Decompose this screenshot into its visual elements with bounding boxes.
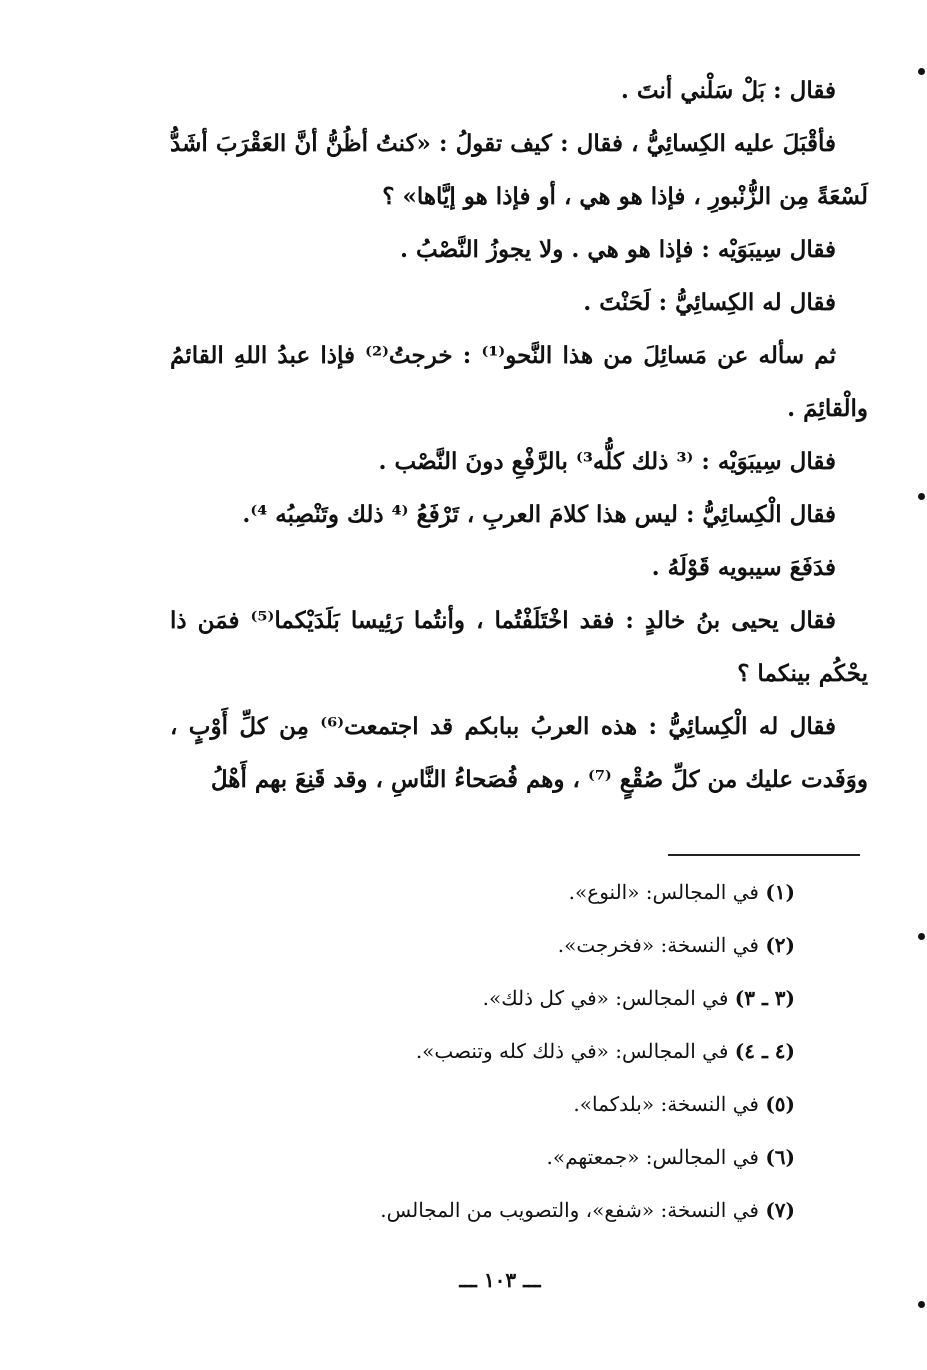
footnote-item — [300, 1184, 795, 1237]
page-number: ـــ ١٠٣ ـــ — [459, 1268, 541, 1292]
footnote-item — [300, 1131, 795, 1184]
footnote-number: (٥) — [765, 1092, 795, 1116]
footnote-text: في المجالس: «في ذلك كله وتنصب». — [415, 1039, 729, 1063]
footnote-divider — [668, 854, 860, 856]
footnotes-list — [300, 866, 795, 1237]
paragraph: فأقْبَلَ عليه الكِسائِيُّ ، فقال : كيف تقولُ : «كنتُ أظُنُّ أنَّ العَقْرَبَ أشَدُّ لَسْعَةً مِن الزُّنْبورِ ، فإذا هو هي ، أو فإذا هو إيَّاها» ؟ — [170, 130, 868, 210]
footnote-text: في المجالس: «في كل ذلك». — [482, 986, 729, 1010]
paragraph: فقال له الكِسائِيُّ : لَحَنْتَ . — [583, 289, 836, 316]
footnote-item — [300, 866, 795, 919]
footnote-number: (٧) — [765, 1198, 795, 1222]
paragraph: فقال يحيى بنُ خالدٍ : فقد اخْتَلَفْتُما ، وأنتُما رَئِيسا بَلَدَيْكما⁽⁵⁾ فمَن ذا يحْكُم بينكما ؟ — [170, 607, 868, 687]
footnote-item — [300, 1025, 795, 1078]
footnote-number: (٣ ـ ٣) — [734, 986, 795, 1010]
scan-edge-mark — [918, 493, 925, 500]
footnote-number: (١) — [765, 880, 795, 904]
footnote-text: في المجالس: «النوع». — [568, 880, 759, 904]
scan-edge-mark — [918, 933, 925, 940]
paragraph: فدَفَعَ سيبويه قَوْلَهُ . — [651, 554, 836, 581]
footnote-text: في النسخة: «فخرجت». — [557, 933, 759, 957]
footnote-text: في النسخة: «بلدكما». — [573, 1092, 759, 1116]
footnote-item — [300, 972, 795, 1025]
footnote-text: في النسخة: «شفع»، والتصويب من المجالس. — [380, 1198, 759, 1222]
paragraph: فقال سِيبَوَيْه : ⁽³ ذلك كلُّه³⁾ بالرَّفْعِ دونَ النَّصْب . — [378, 448, 836, 475]
footnote-number: (٤ ـ ٤) — [734, 1039, 795, 1063]
footnote-number: (٢) — [765, 933, 795, 957]
footnote-item — [300, 919, 795, 972]
footnote-item — [300, 1078, 795, 1131]
footnote-number: (٦) — [765, 1145, 795, 1169]
scan-edge-mark — [918, 1301, 925, 1308]
paragraph: فقال : بَلْ سَلْني أنتَ . — [620, 77, 836, 104]
paragraph: فقال الْكِسائِيُّ : ليس هذا كلامَ العربِ ، تَرْفَعُ ⁽⁴ ذلك وتَنْصِبُه ⁴⁾. — [242, 501, 836, 528]
main-text-body — [170, 64, 868, 806]
footnote-text: في المجالس: «جمعتهم». — [546, 1145, 759, 1169]
scan-edge-mark — [918, 68, 925, 75]
paragraph: فقال سِيبَوَيْه : فإذا هو هي . ولا يجوزُ النَّصْبُ . — [400, 236, 836, 263]
paragraph: فقال له الْكِسائِيُّ : هذه العربُ ببابكم قد اجتمعت⁽⁶⁾ مِن كلِّ أَوْبٍ ، ووَفَدت عليك من كلِّ صُقْعٍ ⁽⁷⁾ ، وهم فُصَحاءُ النَّاسِ ، وقد قَنِعَ بهم أَهْلُ — [170, 713, 868, 793]
paragraph: ثم سأله عن مَسائِلَ من هذا النَّحو⁽¹⁾ : خرجتُ⁽²⁾ فإذا عبدُ اللهِ القائمُ والْقائِمَ . — [170, 342, 868, 422]
